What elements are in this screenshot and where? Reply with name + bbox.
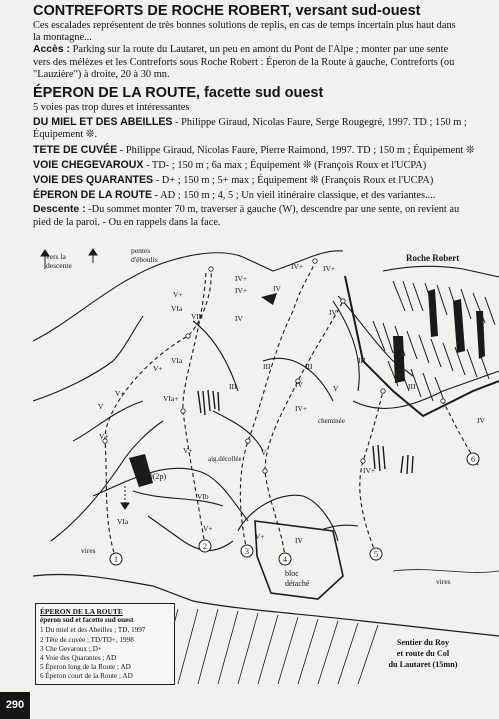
vers-descente-label: descente (46, 261, 72, 270)
route-details: - AD ; 150 m ; 4, 5 ; Un vieil itinéraire classique, et des variantes.... (152, 190, 436, 202)
route-entry (33, 189, 499, 202)
descente-label: Descente : (33, 204, 86, 216)
legend-item: 1 Du miel et des Abeilles ; TD, 1997 (40, 626, 146, 635)
grade-label: V+ (173, 290, 183, 299)
acces-line: vers des mélèzes et les Contreforts sous Roche Robert : Éperon de la Route à gauche, Contreforts (ou (33, 56, 455, 68)
legend-item: 4 Voie des Quarantes ; AD (40, 654, 117, 663)
legend-item: 3 Che Gevaroux ; D+ (40, 644, 102, 653)
cliff-shadows (129, 289, 485, 487)
route-marker-4 (279, 553, 291, 565)
topo-labels (46, 246, 459, 588)
descente-paragraph (33, 204, 499, 216)
text-block (33, 2, 499, 229)
route-name: VOIE DES QUARANTES (33, 174, 154, 187)
grade-label: V (261, 448, 267, 457)
pentes-label: pentes (131, 246, 151, 255)
grade-label: V+ (99, 432, 109, 441)
bloc-label: détaché (285, 579, 310, 588)
route-details-cont: Équipement ❊. (33, 129, 98, 141)
grade-label: V+ (153, 364, 163, 373)
grade-label: V (98, 402, 104, 411)
route-name: TETE DE CUVÉE (33, 143, 118, 156)
route-number: 5 (374, 550, 378, 559)
route-details: - TD- ; 150 m ; 6a max ; Équipement ❊ (François Roux et l'UCPA) (143, 159, 427, 171)
route-marker-5 (370, 548, 382, 560)
grade-label: V+ (203, 524, 213, 533)
descente-line: -Du sommet monter 70 m, traverser à gauche (W), descendre par une sente, on revient au (85, 204, 460, 216)
route-marker-3 (241, 545, 253, 557)
grade-label: IV (295, 380, 303, 389)
grade-label: V+ (183, 446, 193, 455)
descente-line: pied de la paroi. - Ou en rappels dans la face. (33, 216, 221, 228)
grade-label: IV+ (235, 274, 248, 283)
route-number: 1 (114, 555, 118, 564)
grade-label: VIb (197, 492, 209, 501)
section-heading: CONTREFORTS DE ROCHE ROBERT, versant sud-ouest (33, 3, 421, 19)
grade-label: V+ (115, 389, 125, 398)
route-name: VOIE CHEGEVAROUX (33, 158, 144, 171)
grade-label: IV+ (291, 262, 304, 271)
crag-subtitle: 5 voies pas trop dures et intéressantes (33, 102, 190, 114)
route-details: - Philippe Giraud, Nicolas Faure, Serge Rougegré, 1997. TD ; 150 m ; (172, 117, 467, 129)
acces-line: "Lauzière") à droite, 20 à 30 mn. (33, 68, 170, 80)
route-entry (33, 116, 499, 129)
route-legend (35, 603, 175, 685)
acces-paragraph (33, 44, 499, 56)
grade-label: III (229, 382, 237, 391)
grade-label: III (305, 362, 313, 371)
route-entry (33, 144, 499, 157)
cheminee-label: cheminée (318, 417, 345, 425)
acces-label: Accès : (33, 44, 70, 56)
acces-line: Parking sur la route du Lautaret, un peu en amont du Pont de l'Alpe ; monter par une sente (69, 44, 449, 56)
route-number: 6 (471, 455, 475, 464)
grade-label: IV+ (363, 466, 376, 475)
grade-label: IV+ (235, 286, 248, 295)
aig-decollee-label: aig.décollée (208, 455, 242, 463)
grade-label: V (333, 384, 339, 393)
grade-labels (98, 262, 485, 545)
grade-label: VIb (191, 312, 203, 321)
intro-line: Ces escalades représentent de très bonnes solutions de replis, en cas de temps incertain plus haut dans (33, 20, 456, 31)
grade-label: IV+ (295, 404, 308, 413)
sentier-line: et route du Col (396, 649, 450, 658)
route-details: - D+ ; 150 m ; 5+ max ; Équipement ❊ (François Roux et l'UCPA) (153, 175, 434, 187)
grade-label: IV (329, 308, 337, 317)
grade-label: III (358, 356, 366, 365)
route-number: 4 (283, 555, 287, 564)
grade-label: IV (295, 536, 303, 545)
grade-label: V+ (255, 532, 265, 541)
legend-subtitle: éperon sud et facette sud ouest (40, 616, 134, 625)
legend-title: ÉPERON DE LA ROUTE (40, 607, 123, 616)
route-entry (33, 174, 499, 187)
grade-label: VIa (117, 517, 129, 526)
grade-label: IV (235, 314, 243, 323)
legend-item: 5 Éperon long de la Route ; AD (40, 663, 131, 672)
bloc-label: bloc (285, 569, 299, 578)
intro-line: la montagne... (33, 32, 92, 44)
roche-robert-label: Roche Robert (406, 253, 460, 263)
vers-descente-label: vers la (46, 252, 66, 261)
grade-label: IV+ (323, 264, 336, 273)
vires-label: vires (81, 546, 96, 555)
grade-label: VIa+ (163, 394, 179, 403)
page-number: 290 (0, 692, 30, 719)
grade-label: VIa (171, 356, 183, 365)
route-number: 2 (203, 542, 207, 551)
route-marker-1 (110, 553, 122, 565)
legend-item: 2 Tête de cuvée ; TD/TD+, 1998 (40, 635, 134, 644)
sentier-line: Sentier du Roy (396, 638, 450, 647)
grade-label: III (408, 382, 416, 391)
route-marker-6 (467, 453, 479, 465)
route-marker-2 (199, 540, 211, 552)
grade-label: IV (273, 284, 281, 293)
grade-label: VIa (171, 304, 183, 313)
vires-label: vires (436, 577, 451, 586)
a0-label: A0(2p) (143, 472, 167, 481)
cliff-hatching (345, 276, 499, 416)
route-lines (105, 261, 478, 559)
route-name: ÉPERON DE LA ROUTE (33, 189, 153, 202)
pentes-label: d'éboulis (131, 255, 158, 264)
crag-heading: ÉPERON DE LA ROUTE, facette sud ouest (33, 85, 324, 102)
legend-item: 6 Éperon court de la Route ; AD (40, 672, 133, 681)
route-details: - Philippe Giraud, Nicolas Faure, Pierre Raimond, 1997. TD ; 150 m ; Équipement ❊ (117, 144, 475, 156)
route-entry (33, 159, 499, 172)
grade-label: III (263, 362, 271, 371)
grade-label: IV (477, 416, 485, 425)
sentier-label (378, 637, 468, 670)
sentier-line: du Lautaret (15mn) (388, 660, 458, 669)
route-name: DU MIEL ET DES ABEILLES (33, 116, 173, 129)
route-number: 3 (245, 547, 249, 556)
